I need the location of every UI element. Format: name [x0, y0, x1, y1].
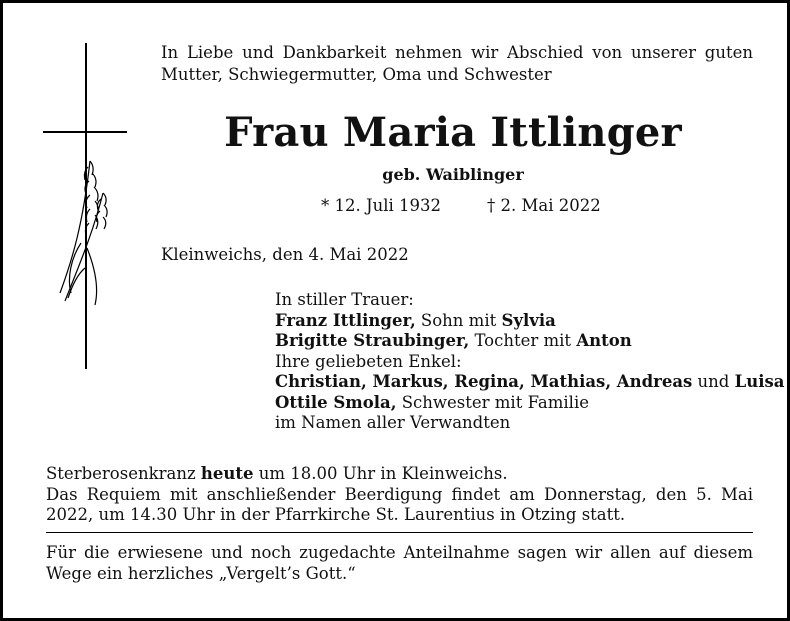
place-date: Kleinweichs, den 4. Mai 2022: [161, 245, 409, 264]
birth-date: * 12. Juli 1932: [321, 196, 442, 215]
relatives-line: im Namen aller Verwandten: [275, 413, 511, 432]
mourner-name: Franz Ittlinger,: [275, 310, 416, 330]
cross-with-wheat-icon: [43, 43, 133, 373]
mourner-name: Brigitte Straubinger,: [275, 331, 470, 350]
divider: [46, 532, 753, 533]
sister-line: [275, 393, 753, 414]
grandchildren-and: und: [692, 372, 735, 391]
mourner-partner: Sylvia: [501, 310, 556, 330]
rosary-text: Sterberosenkranz: [46, 464, 201, 483]
intro-line: Mutter, Schwiegermutter, Oma und Schwester: [161, 65, 552, 84]
grandchildren-names: Christian, Markus, Regina, Mathias, Andreas: [275, 372, 693, 391]
rosary-time: um 18.00 Uhr in Kleinweichs.: [253, 464, 508, 483]
intro-text: [161, 42, 753, 86]
grandchildren-line: [275, 372, 785, 393]
deceased-name: Frau Maria Ittlinger: [224, 109, 682, 156]
grandchildren-heading: Ihre geliebeten Enkel:: [275, 351, 462, 371]
thanks-text: [46, 543, 753, 584]
sister-relation: Schwester mit Familie: [396, 392, 589, 412]
thanks-line: Wege ein herzliches „Vergelt’s Gott.“: [46, 563, 356, 583]
mourner-relation: Sohn mit: [415, 310, 502, 330]
rosary-today: heute: [200, 464, 254, 483]
mourner-relation: Tochter mit: [469, 331, 577, 350]
maiden-name: geb. Waiblinger: [382, 165, 524, 184]
thanks-line: Für die erwiesene und noch zugedachte Anteilnahme sagen wir allen auf diesem: [46, 543, 753, 562]
rosary-line: [46, 464, 753, 485]
mourner-line: [275, 331, 753, 352]
mourner-partner: Anton: [576, 331, 632, 350]
mourners-list: [275, 290, 785, 434]
funeral-info: [46, 464, 753, 526]
grandchildren-last: Luisa: [734, 372, 785, 391]
mourners-heading: In stiller Trauer:: [275, 290, 414, 309]
sister-name: Ottile Smola,: [275, 392, 397, 412]
death-date: † 2. Mai 2022: [487, 196, 601, 215]
mourner-line: [275, 311, 753, 332]
intro-line: In Liebe und Dankbarkeit nehmen wir Abschied von unserer guten: [161, 43, 753, 62]
requiem-line: Das Requiem mit anschließender Beerdigung findet am Donnerstag, den 5. Mai: [46, 484, 753, 504]
requiem-line: 2022, um 14.30 Uhr in der Pfarrkirche St. Laurentius in Otzing statt.: [46, 505, 626, 524]
